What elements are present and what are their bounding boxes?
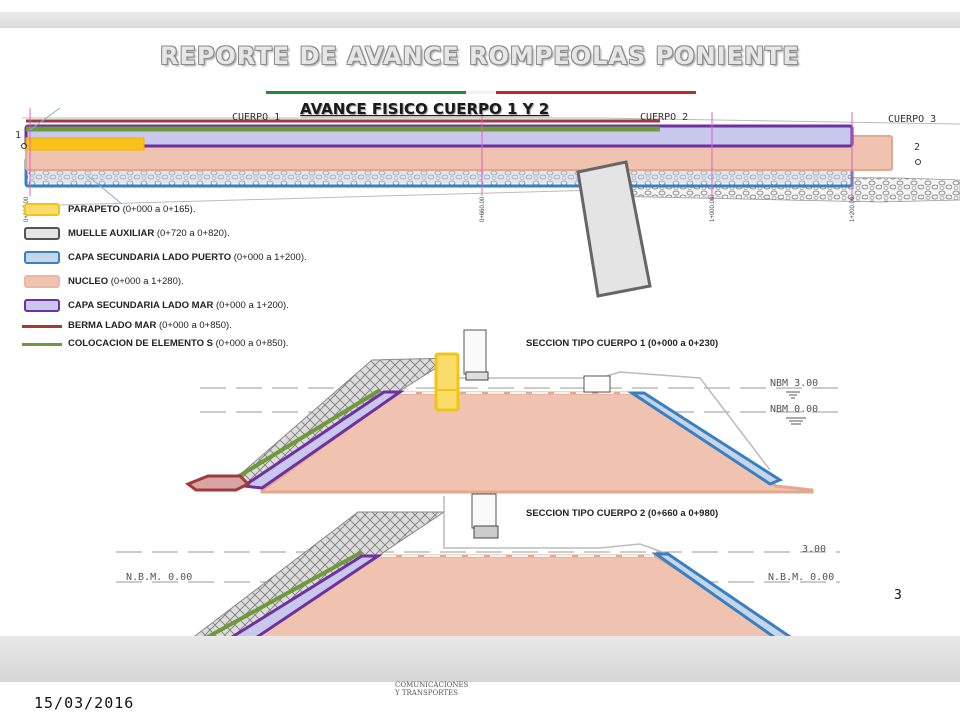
section-1-drawing <box>188 330 840 492</box>
plan-parapet <box>26 138 144 150</box>
legend-range: (0+720 a 0+820). <box>156 228 230 239</box>
legend-range: (0+000 a 0+850). <box>215 338 289 349</box>
legend-name: CAPA SECUNDARIA LADO MAR <box>68 300 214 311</box>
agency-line-1: COMUNICACIONES <box>395 681 469 689</box>
legend-name: BERMA LADO MAR <box>68 320 157 331</box>
section-2-level-left: N.B.M. 0.00 <box>126 572 193 583</box>
bottom-decor-bar <box>0 636 960 682</box>
legend-range: (0+000 a 0+165). <box>122 204 196 215</box>
legend-range: (0+000 a 1+280). <box>110 276 184 287</box>
legend-swatch-parapeto <box>24 203 60 216</box>
body-label-3: CUERPO 3 <box>888 114 937 125</box>
agency-line-2: Y TRANSPORTES <box>395 689 458 697</box>
legend-name: NUCLEO <box>68 276 109 287</box>
body-label-1: CUERPO 1 <box>232 112 281 123</box>
section-2-label: SECCION TIPO CUERPO 2 (0+660 a 0+980) <box>526 508 719 519</box>
marker-2: 2 <box>914 142 921 153</box>
page-number: 3 <box>894 588 902 603</box>
legend-range: (0+000 a 1+200). <box>215 300 289 311</box>
legend-name: COLOCACION DE ELEMENTO S <box>68 338 213 349</box>
legend-range: (0+000 a 0+850). <box>158 320 232 331</box>
legend-name: CAPA SECUNDARIA LADO PUERTO <box>68 252 232 263</box>
section-1-level-upper: NBM 3.00 <box>770 378 819 389</box>
legend-swatch-colocacion <box>22 343 62 346</box>
legend-swatch-capa-mar <box>24 299 60 312</box>
legend-swatch-muelle <box>24 227 60 240</box>
legend-name: PARAPETO <box>68 204 120 215</box>
legend-name: MUELLE AUXILIAR <box>68 228 155 239</box>
section-2-level-top: 3.00 <box>802 544 827 555</box>
section-1-parapet <box>436 354 458 410</box>
legend-swatch-capa-puerto <box>24 251 60 264</box>
subtitle: AVANCE FISICO CUERPO 1 Y 2 <box>300 100 550 118</box>
section-2-level-right: N.B.M. 0.00 <box>768 572 835 583</box>
station-1200: 1+200.00 <box>850 196 856 222</box>
marker-1: 1 <box>15 130 22 141</box>
page-title: REPORTE DE AVANCE ROMPEOLAS PONIENTE <box>160 42 800 70</box>
section-1-label: SECCION TIPO CUERPO 1 (0+000 a 0+230) <box>526 338 719 349</box>
legend-swatch-nucleo <box>24 275 60 288</box>
legend-range: (0+000 a 1+200). <box>233 252 307 263</box>
plan-view <box>15 108 960 296</box>
station-0660: 0+660.00 <box>480 196 486 222</box>
date-label: 15/03/2016 <box>34 694 135 712</box>
section-1-berm <box>188 476 248 490</box>
body-label-2: CUERPO 2 <box>640 112 689 123</box>
legend-swatch-berma <box>22 325 62 328</box>
agency-logo-text <box>395 681 468 697</box>
section-1-level-lower: NBM 0.00 <box>770 404 819 415</box>
station-1000: 1+000.00 <box>710 196 716 222</box>
